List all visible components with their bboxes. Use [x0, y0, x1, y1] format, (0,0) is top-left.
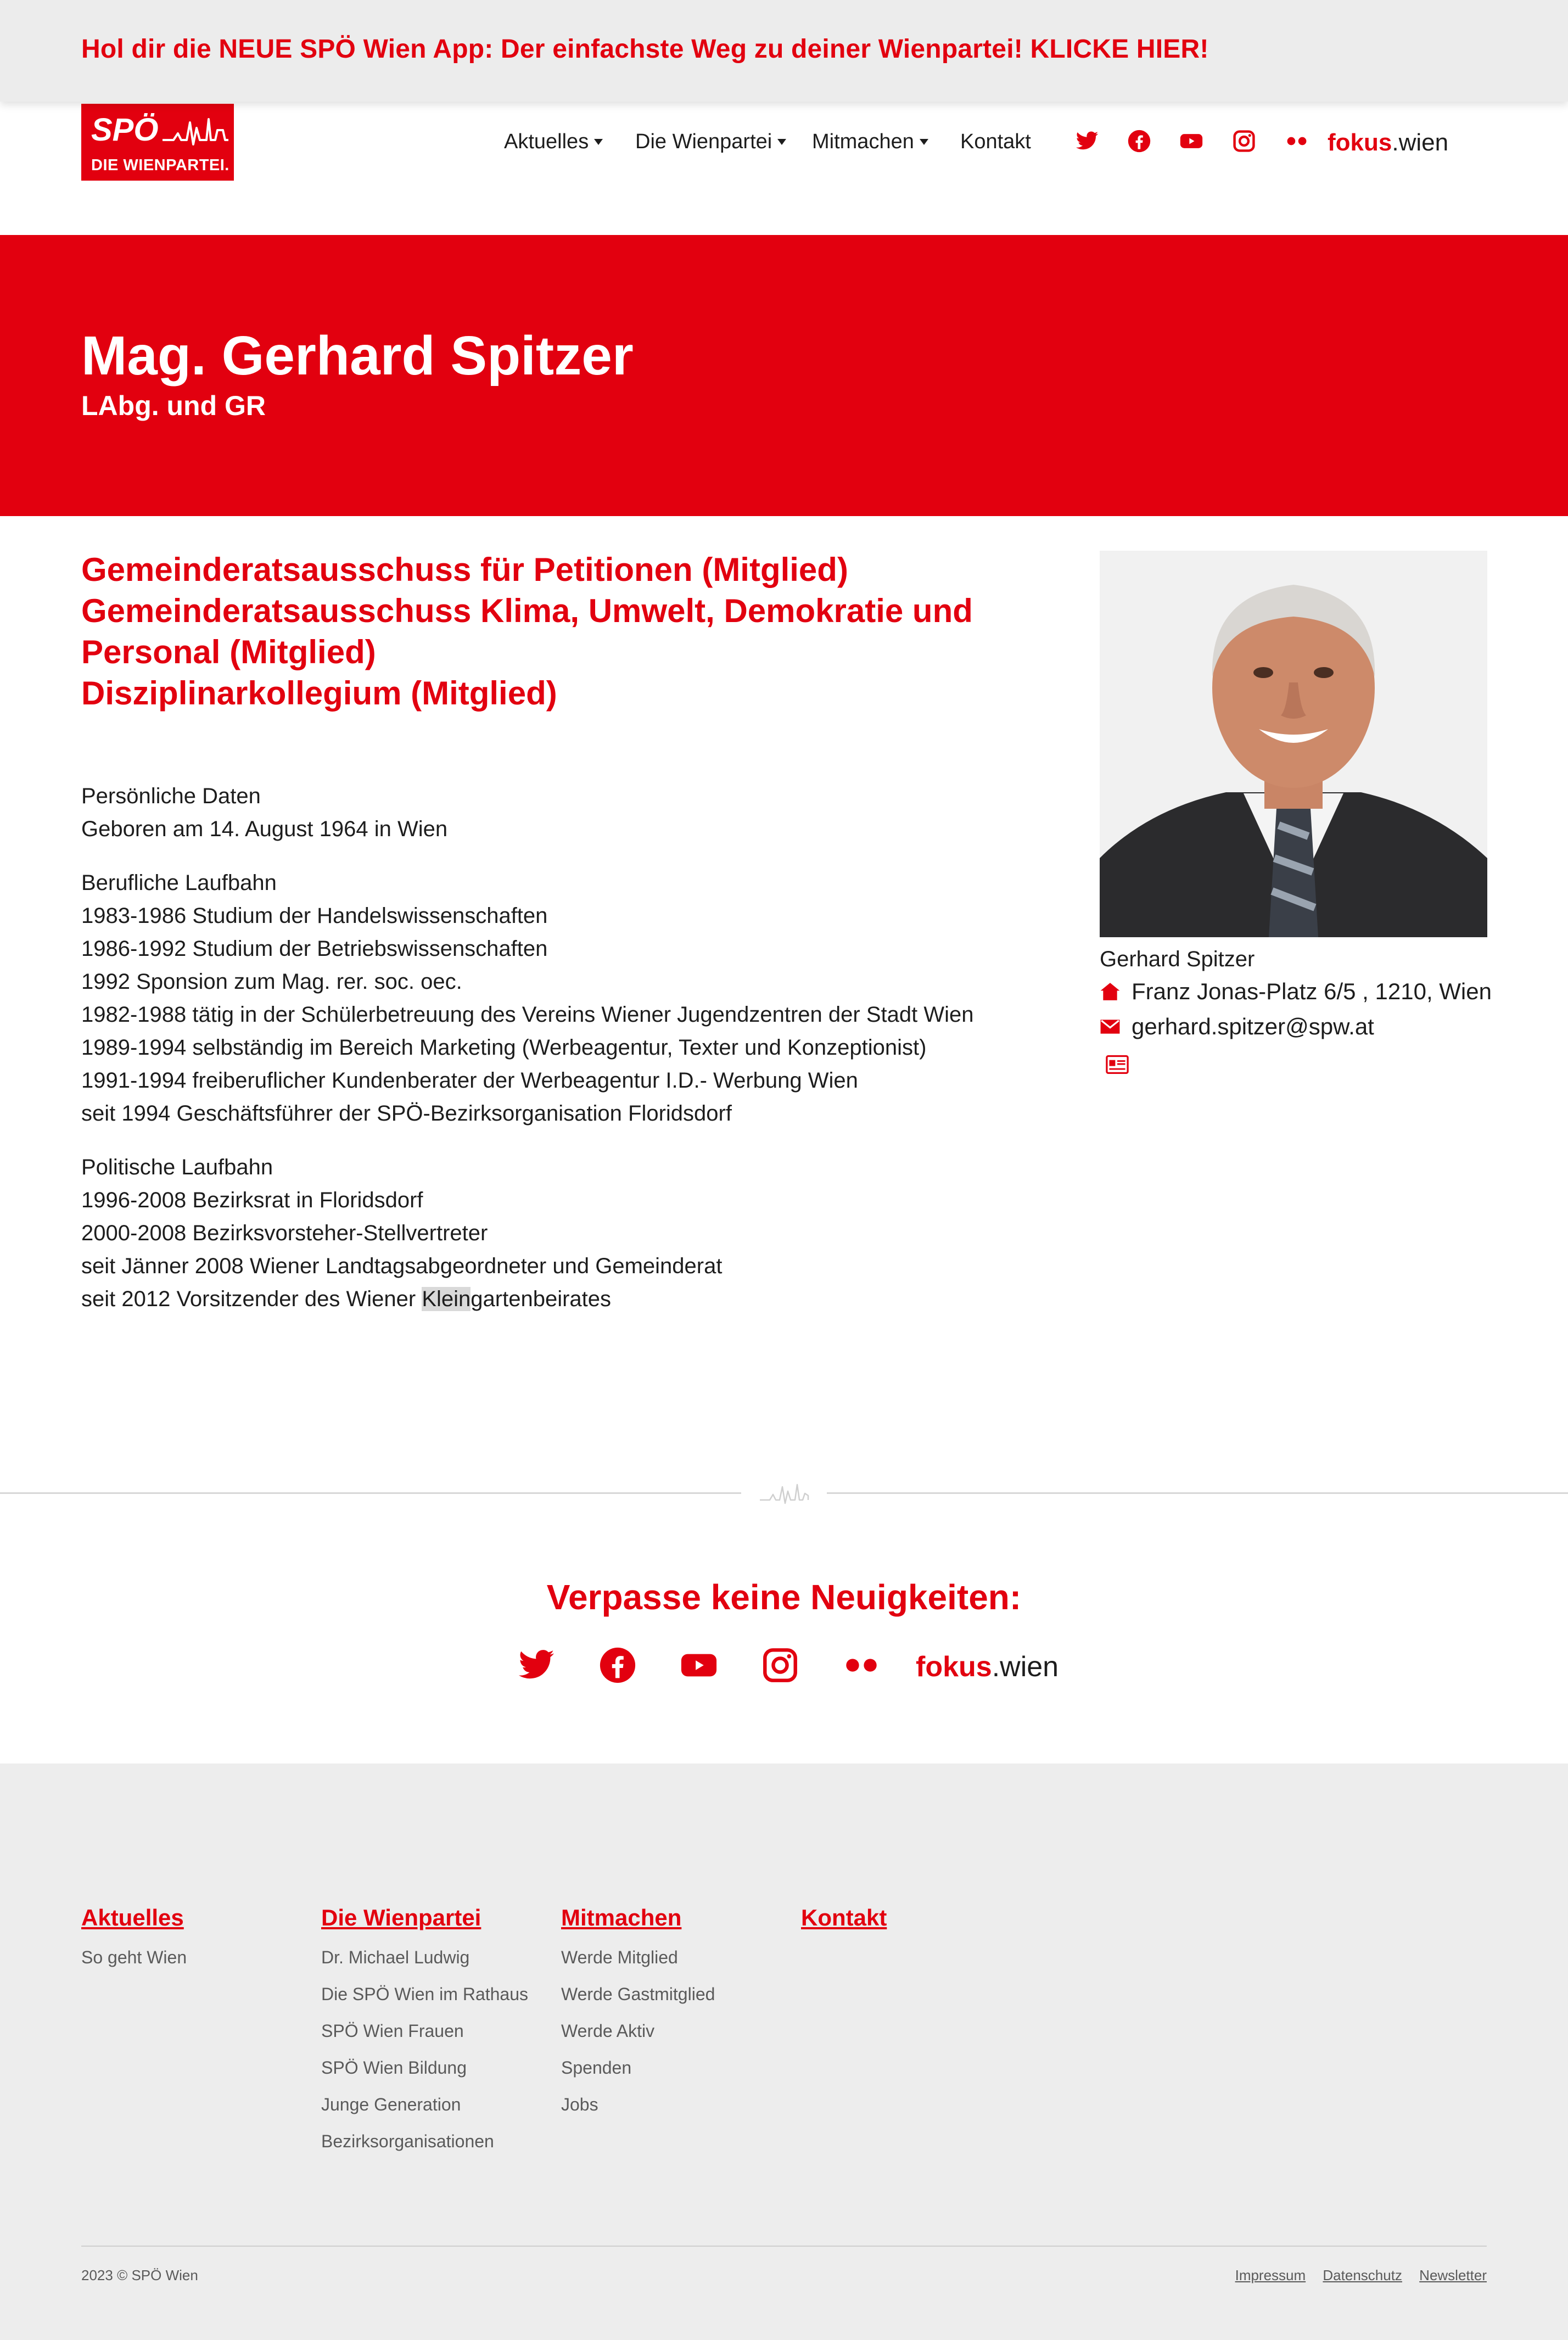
portrait-photo: [1100, 551, 1487, 937]
bio-line: 1992 Sponsion zum Mag. rer. soc. oec.: [81, 970, 462, 994]
nav-item-die-wienpartei[interactable]: [635, 130, 786, 154]
fokus-wordmark-rest: .wien: [992, 1651, 1059, 1683]
fokus-wien-link[interactable]: [916, 1650, 1059, 1683]
section-divider: [0, 1492, 1568, 1494]
bio-line: 1983-1986 Studium der Handelswissenschaften: [81, 904, 548, 928]
heartbeat-skyline-icon: [758, 1479, 810, 1505]
committee-item: Gemeinderatsausschuss für Petitionen (Mitglied): [81, 551, 848, 588]
selected-text-highlight: Klein: [422, 1287, 471, 1311]
portrait-illustration: [1100, 551, 1487, 937]
committee-item: Gemeinderatsausschuss Klima, Umwelt, Demokratie und: [81, 592, 973, 629]
facebook-icon[interactable]: [598, 1646, 637, 1684]
heartbeat-skyline-icon: [163, 111, 228, 150]
bio-heading: Politische Laufbahn: [81, 1155, 273, 1179]
logo-wordmark: SPÖ: [91, 112, 159, 148]
divider-line-left: [0, 1492, 741, 1494]
nav-label: Die Wienpartei: [635, 130, 772, 153]
bio-line: 1991-1994 freiberuflicher Kundenberater der Werbeagentur I.D.- Werbung Wien: [81, 1068, 858, 1093]
footer-link[interactable]: SPÖ Wien Bildung: [321, 2058, 467, 2078]
nav-label: Kontakt: [960, 130, 1031, 153]
footer-column-aktuelles: [81, 1903, 187, 1976]
nav-label: Mitmachen: [812, 130, 914, 153]
site-footer: [0, 1764, 1568, 2340]
bio-line: seit Jänner 2008 Wiener Landtagsabgeordneter und Gemeinderat: [81, 1254, 723, 1278]
fokus-wordmark-bold: fokus: [1328, 129, 1392, 156]
footer-link[interactable]: Dr. Michael Ludwig: [321, 1947, 470, 1967]
logo-tagline: DIE WIENPARTEI.: [91, 156, 229, 174]
footer-link[interactable]: Spenden: [561, 2058, 632, 2078]
chevron-down-icon: [594, 139, 603, 145]
bio-line: 1982-1988 tätig in der Schülerbetreuung des Vereins Wiener Jugendzentren der Stadt Wien: [81, 1003, 974, 1027]
footer-heading-link[interactable]: Mitmachen: [561, 1905, 682, 1930]
bio-heading: Berufliche Laufbahn: [81, 871, 277, 895]
bio-section-political: [81, 1151, 1069, 1315]
bio-section-personal: [81, 780, 1069, 846]
site-header: [0, 102, 1568, 235]
bio-line: 1996-2008 Bezirksrat in Floridsdorf: [81, 1188, 423, 1212]
page-title: Mag. Gerhard Spitzer: [81, 325, 634, 387]
contact-email-text: gerhard.spitzer@spw.at: [1132, 1014, 1374, 1039]
footer-link[interactable]: So geht Wien: [81, 1947, 187, 1967]
profile-hero: [0, 235, 1568, 516]
spoe-logo[interactable]: [81, 104, 234, 181]
vcard-icon: [1105, 1053, 1129, 1075]
twitter-icon[interactable]: [1075, 129, 1099, 153]
contact-address-text: Franz Jonas-Platz 6/5 , 1210, Wien: [1132, 978, 1492, 1004]
impressum-link[interactable]: Impressum: [1235, 2267, 1306, 2283]
flickr-icon[interactable]: [1285, 129, 1309, 153]
footer-link[interactable]: SPÖ Wien Frauen: [321, 2021, 464, 2041]
footer-column-die-wienpartei: [321, 1903, 528, 2160]
youtube-icon[interactable]: [1179, 129, 1203, 153]
instagram-icon[interactable]: [1232, 129, 1256, 153]
bio-line-text: seit 2012 Vorsitzender des Wiener: [81, 1287, 422, 1311]
newsletter-heading: Verpasse keine Neuigkeiten:: [546, 1577, 1022, 1617]
mail-icon: [1100, 1016, 1121, 1037]
youtube-icon[interactable]: [680, 1646, 718, 1684]
footer-link[interactable]: Jobs: [561, 2095, 598, 2114]
copyright-text: 2023 © SPÖ Wien: [81, 2267, 198, 2283]
footer-link[interactable]: Junge Generation: [321, 2095, 461, 2114]
divider-line-right: [827, 1492, 1568, 1494]
committee-item: Personal (Mitglied): [81, 634, 376, 670]
biography: [81, 780, 1069, 1336]
app-banner-text[interactable]: Hol dir die NEUE SPÖ Wien App: Der einfachste Weg zu deiner Wienpartei! KLICKE HIER!: [81, 35, 1209, 64]
datenschutz-link[interactable]: Datenschutz: [1323, 2267, 1402, 2283]
newsletter-link[interactable]: Newsletter: [1419, 2267, 1487, 2283]
bio-line: 2000-2008 Bezirksvorsteher-Stellvertreter: [81, 1221, 488, 1245]
app-download-banner[interactable]: [0, 0, 1568, 102]
chevron-down-icon: [777, 139, 786, 145]
bio-line: Geboren am 14. August 1964 in Wien: [81, 817, 448, 841]
vcard-download-button[interactable]: [1105, 1053, 1539, 1075]
contact-card: [1100, 944, 1539, 1075]
committee-item: Disziplinarkollegium (Mitglied): [81, 675, 557, 712]
legal-links: [1222, 2267, 1487, 2284]
fokus-wien-link[interactable]: [1328, 129, 1448, 156]
fokus-wordmark-bold: fokus: [916, 1651, 992, 1683]
committee-list: [81, 549, 1059, 714]
bio-line: 1989-1994 selbständig im Bereich Marketing (Werbeagentur, Texter und Konzeptionist): [81, 1035, 927, 1060]
chevron-down-icon: [920, 139, 928, 145]
footer-heading-link[interactable]: Kontakt: [801, 1905, 887, 1930]
bio-line-text: gartenbeirates: [471, 1287, 612, 1311]
footer-heading-link[interactable]: Aktuelles: [81, 1905, 184, 1930]
bio-line: [81, 1283, 1069, 1315]
nav-item-aktuelles[interactable]: [504, 130, 603, 154]
contact-email-link[interactable]: [1100, 1009, 1539, 1044]
footer-link[interactable]: Werde Gastmitglied: [561, 1984, 715, 2004]
fokus-wordmark-rest: .wien: [1392, 129, 1449, 156]
footer-link[interactable]: Die SPÖ Wien im Rathaus: [321, 1984, 529, 2004]
footer-heading-link[interactable]: Die Wienpartei: [321, 1905, 481, 1930]
footer-divider: [81, 2246, 1487, 2247]
contact-name: Gerhard Spitzer: [1100, 947, 1255, 971]
bio-line: seit 1994 Geschäftsführer der SPÖ-Bezirksorganisation Floridsdorf: [81, 1101, 732, 1126]
bio-line: 1986-1992 Studium der Betriebswissenschaften: [81, 937, 548, 961]
footer-column-mitmachen: [561, 1903, 715, 2123]
footer-link[interactable]: Werde Aktiv: [561, 2021, 655, 2041]
contact-address: [1100, 974, 1539, 1009]
footer-column-kontakt: [801, 1903, 887, 1939]
footer-link[interactable]: Werde Mitglied: [561, 1947, 678, 1967]
flickr-icon[interactable]: [842, 1646, 881, 1684]
page-subtitle: LAbg. und GR: [81, 390, 266, 421]
facebook-icon[interactable]: [1127, 129, 1151, 153]
nav-label: Aktuelles: [504, 130, 589, 153]
home-icon: [1100, 981, 1121, 1002]
footer-link[interactable]: Bezirksorganisationen: [321, 2131, 494, 2151]
instagram-icon[interactable]: [761, 1646, 799, 1684]
bio-heading: Persönliche Daten: [81, 784, 261, 808]
nav-item-mitmachen[interactable]: [812, 130, 928, 154]
nav-item-kontakt[interactable]: [960, 130, 1031, 154]
twitter-icon[interactable]: [517, 1646, 556, 1684]
bio-section-career: [81, 866, 1069, 1130]
